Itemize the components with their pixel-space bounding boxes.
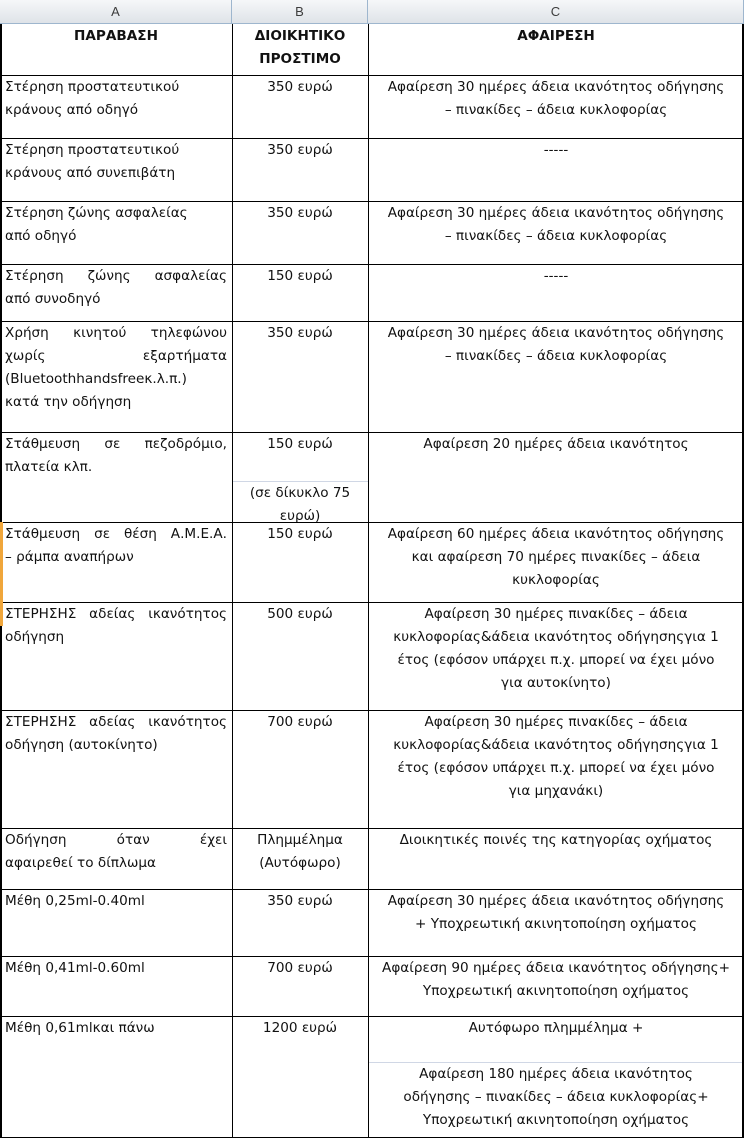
violation-cell-line: χωρίς εξαρτήματα	[5, 348, 227, 364]
grid-line	[0, 602, 744, 603]
header-violation[interactable]	[0, 24, 232, 75]
violation-cell-line: από οδηγό	[5, 228, 77, 244]
penalty-cell[interactable]	[368, 432, 744, 522]
violation-cell-line: Οδήγηση όταν έχει	[5, 832, 227, 848]
violation-cell-line: Μέθη 0,25ml-0.40ml	[5, 893, 145, 909]
penalty-cell[interactable]	[368, 75, 744, 138]
fine-cell-line: 150 ευρώ	[267, 526, 333, 542]
fine-cell-line: 150 ευρώ	[267, 436, 333, 452]
violation-cell[interactable]	[0, 264, 232, 321]
violation-cell-line: κατά την οδήγηση	[5, 394, 132, 410]
fine-cell-line: 350 ευρώ	[267, 205, 333, 221]
fine-cell-line: 350 ευρώ	[267, 325, 333, 341]
violation-cell-line: Χρήση κινητού τηλεφώνου	[5, 325, 227, 341]
fine-cell-line: (Αυτόφωρο)	[259, 855, 341, 871]
penalty-cell-line: Υποχρεωτική ακινητοποίηση οχήματος	[422, 983, 690, 999]
penalty-cell[interactable]	[368, 201, 744, 264]
penalty-cell-line: + Υποχρεωτική ακινητοποίηση οχήματος	[415, 916, 697, 932]
header-fine-line: ΠΡΟΣΤΙΜΟ	[259, 51, 341, 67]
violation-cell[interactable]	[0, 602, 232, 710]
violation-cell[interactable]	[0, 138, 232, 201]
penalty-cell-line: έτος (εφόσον υπάρχει π.χ. μπορεί να έχει μόνο	[397, 760, 715, 776]
header-penalty[interactable]	[368, 24, 744, 75]
fine-note-cell-line: (σε δίκυκλο 75	[249, 485, 351, 501]
column-header-b[interactable]: B	[232, 0, 368, 24]
penalty-cell-line: κυκλοφορίας&άδεια ικανότητος οδήγησηςγια 1	[393, 737, 719, 753]
violation-cell[interactable]	[0, 828, 232, 889]
penalty-cell[interactable]	[368, 522, 744, 602]
header-violation-line: ΠΑΡΑΒΑΣΗ	[74, 28, 158, 44]
penalty-cell[interactable]	[368, 956, 744, 1016]
violation-cell[interactable]	[0, 956, 232, 1016]
fine-cell-line: 350 ευρώ	[267, 142, 333, 158]
grid-line	[0, 264, 744, 265]
fine-cell[interactable]	[232, 1016, 368, 1137]
fine-cell[interactable]	[232, 602, 368, 710]
fine-cell[interactable]	[232, 75, 368, 138]
violation-cell[interactable]	[0, 889, 232, 956]
penalty-cell[interactable]	[368, 710, 744, 828]
violation-cell-line: (Bluetoothhandsfreeκ.λ.π.)	[5, 371, 187, 387]
penalty-cell-line: – πινακίδες – άδεια κυκλοφορίας	[444, 348, 668, 364]
violation-cell[interactable]	[0, 1016, 232, 1137]
penalty-cell-line: Αφαίρεση 30 ημέρες άδεια ικανότητος οδήγησης	[387, 205, 725, 221]
penalty-cell-line: Αφαίρεση 30 ημέρες πινακίδες – άδεια	[424, 606, 688, 622]
penalty-cell[interactable]	[368, 828, 744, 889]
penalty-detail-cell[interactable]	[368, 1062, 744, 1137]
penalty-cell-line: Διοικητικές ποινές της κατηγορίας οχήματος	[399, 832, 713, 848]
penalty-cell-line: κυκλοφορίας	[512, 572, 600, 588]
violation-cell-line: κράνους από οδηγό	[5, 102, 139, 118]
grid-line	[232, 481, 368, 482]
penalty-cell-line: -----	[543, 268, 569, 284]
fine-cell-line: 350 ευρώ	[267, 79, 333, 95]
grid-line	[0, 75, 744, 76]
fine-cell[interactable]	[232, 710, 368, 828]
penalty-cell-line: Αφαίρεση 30 ημέρες άδεια ικανότητος οδήγησης	[387, 893, 725, 909]
penalty-cell-line: Αφαίρεση 30 ημέρες άδεια ικανότητος οδήγησης	[387, 79, 725, 95]
penalty-cell-line: κυκλοφορίας&άδεια ικανότητος οδήγησηςγια 1	[393, 629, 719, 645]
penalty-cell-line: Αυτόφωρο πλημμέλημα +	[468, 1020, 644, 1036]
fine-cell[interactable]	[232, 321, 368, 432]
penalty-detail-cell-line: Υποχρεωτική ακινητοποίηση οχήματος	[422, 1112, 690, 1128]
violation-cell-line: ΣΤΕΡΗΣΗΣ αδείας ικανότητος	[5, 714, 227, 730]
fine-cell[interactable]	[232, 432, 368, 481]
header-penalty-line: ΑΦΑΙΡΕΣΗ	[517, 28, 595, 44]
violation-cell-line: Στέρηση ζώνης ασφαλείας	[5, 205, 188, 221]
penalty-cell-line: – πινακίδες – άδεια κυκλοφορίας	[444, 102, 668, 118]
grid-line	[0, 956, 744, 957]
row-selection-marker	[0, 602, 3, 626]
penalty-cell[interactable]	[368, 321, 744, 432]
fine-cell-line: Πλημμέλημα	[257, 832, 343, 848]
grid-line	[0, 710, 744, 711]
fine-cell[interactable]	[232, 264, 368, 321]
fine-cell-line: 700 ευρώ	[267, 960, 333, 976]
violation-cell-line: από συνοδηγό	[5, 291, 101, 307]
column-header-a[interactable]: A	[0, 0, 232, 24]
violation-cell[interactable]	[0, 432, 232, 522]
penalty-cell-line: Αφαίρεση 90 ημέρες άδεια ικανότητος οδήγησης+	[382, 960, 730, 976]
fine-cell-line: 500 ευρώ	[267, 606, 333, 622]
violation-cell[interactable]	[0, 75, 232, 138]
penalty-cell-line: Αφαίρεση 60 ημέρες άδεια ικανότητος οδήγησης	[387, 526, 725, 542]
penalty-cell-line: Αφαίρεση 30 ημέρες άδεια ικανότητος οδήγησης	[387, 325, 725, 341]
penalty-cell[interactable]	[368, 602, 744, 710]
fine-cell[interactable]	[232, 522, 368, 602]
penalty-cell-line: Αφαίρεση 20 ημέρες άδεια ικανότητος	[423, 436, 689, 452]
penalty-cell-line: και αφαίρεση 70 ημέρες πινακίδες – άδεια	[411, 549, 701, 565]
violation-cell[interactable]	[0, 321, 232, 432]
header-fine[interactable]	[232, 24, 368, 75]
grid-line	[0, 889, 744, 890]
penalty-cell-line: -----	[543, 142, 569, 158]
violation-cell[interactable]	[0, 710, 232, 828]
grid-line	[0, 432, 744, 433]
penalty-cell[interactable]	[368, 889, 744, 956]
grid-line	[368, 1062, 744, 1063]
fine-cell[interactable]	[232, 201, 368, 264]
penalty-cell-line: έτος (εφόσον υπάρχει π.χ. μπορεί να έχει μόνο	[397, 652, 715, 668]
violation-cell-line: αφαιρεθεί το δίπλωμα	[5, 855, 157, 871]
violation-cell-line: Μέθη 0,41ml-0.60ml	[5, 960, 145, 976]
grid-line	[0, 138, 744, 139]
violation-cell-line: Μέθη 0,61mlκαι πάνω	[5, 1020, 155, 1036]
penalty-cell-line: για αυτοκίνητο)	[501, 675, 611, 691]
fine-note-cell-line: ευρώ)	[279, 508, 321, 522]
violation-cell-line: κράνους από συνεπιβάτη	[5, 165, 176, 181]
fine-cell[interactable]	[232, 828, 368, 889]
fine-cell[interactable]	[232, 956, 368, 1016]
header-fine-line: ΔΙΟΙΚΗΤΙΚΟ	[254, 28, 346, 44]
violation-cell-line: Στέρηση ζώνης ασφαλείας	[5, 268, 227, 284]
violation-cell-line: ΣΤΕΡΗΣΗΣ αδείας ικανότητος	[5, 606, 227, 622]
violation-cell[interactable]	[0, 201, 232, 264]
penalty-cell[interactable]	[368, 1016, 744, 1062]
grid-line	[368, 24, 369, 1137]
fine-cell-line: 150 ευρώ	[267, 268, 333, 284]
penalty-cell-line: για μηχανάκι)	[508, 783, 604, 799]
fine-cell[interactable]	[232, 138, 368, 201]
grid-line	[0, 321, 744, 322]
violation-cell[interactable]	[0, 522, 232, 602]
penalty-cell-line: Αφαίρεση 30 ημέρες πινακίδες – άδεια	[424, 714, 688, 730]
violation-cell-line: Στάθμευση σε πεζοδρόμιο,	[5, 436, 227, 452]
violation-cell-line: οδήγηση	[5, 629, 65, 645]
fine-note-cell[interactable]	[232, 481, 368, 522]
violation-cell-line: Στέρηση προστατευτικού	[5, 142, 180, 158]
grid-line	[0, 522, 744, 523]
fine-cell-line: 350 ευρώ	[267, 893, 333, 909]
grid-line	[0, 201, 744, 202]
fine-cell-line: 1200 ευρώ	[262, 1020, 338, 1036]
violation-cell-line: Στάθμευση σε θέση Α.Μ.Ε.Α.	[5, 526, 227, 542]
penalty-detail-cell-line: Αφαίρεση 180 ημέρες άδεια ικανότητος	[419, 1066, 693, 1082]
row-selection-marker	[0, 522, 3, 602]
violation-cell-line: οδήγηση (αυτοκίνητο)	[5, 737, 158, 753]
violation-cell-line: Στέρηση προστατευτικού	[5, 79, 180, 95]
fine-cell[interactable]	[232, 889, 368, 956]
grid-line	[232, 24, 233, 1137]
penalty-cell[interactable]	[368, 138, 744, 201]
violation-cell-line: πλατεία κλπ.	[5, 459, 93, 475]
penalty-cell[interactable]	[368, 264, 744, 321]
penalty-cell-line: – πινακίδες – άδεια κυκλοφορίας	[444, 228, 668, 244]
grid-line	[0, 1016, 744, 1017]
grid-line	[0, 828, 744, 829]
column-header-c[interactable]: C	[368, 0, 744, 24]
penalty-detail-cell-line: οδήγησης – πινακίδες – άδεια κυκλοφορίας+	[403, 1089, 709, 1105]
fine-cell-line: 700 ευρώ	[267, 714, 333, 730]
violation-cell-line: – ράμπα αναπήρων	[5, 549, 134, 565]
